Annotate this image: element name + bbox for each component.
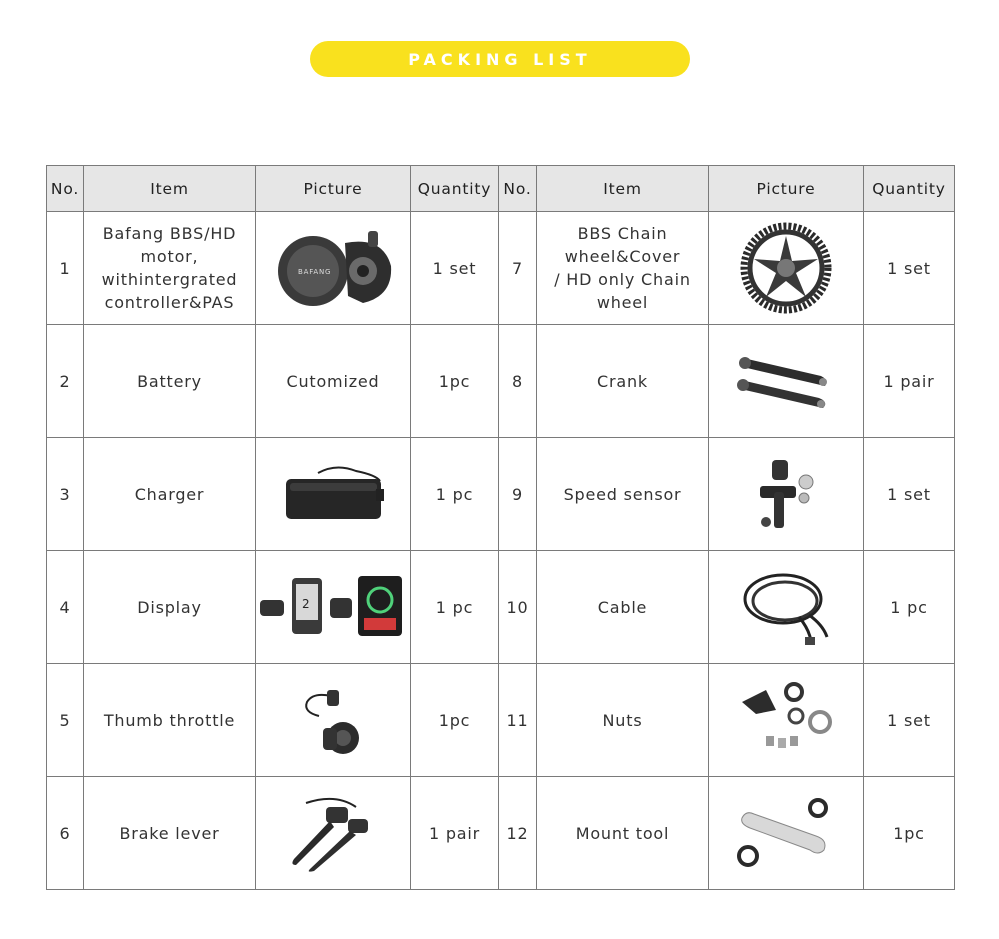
header-no: No. [47, 166, 84, 212]
cell-quantity: 1 set [411, 212, 499, 325]
cell-quantity: 1 pc [411, 438, 499, 551]
header-picture: Picture [709, 166, 864, 212]
item-line: Bafang BBS/HD motor, [102, 224, 237, 266]
cell-item: Thumb throttle [84, 664, 256, 777]
table-row [47, 438, 955, 551]
item-line: / HD only Chain wheel [554, 270, 691, 312]
cell-no: 5 [47, 664, 84, 777]
cell-picture [256, 551, 411, 664]
cell-picture [256, 212, 411, 325]
mount-tool-photo-icon [736, 796, 836, 871]
cell-picture [256, 777, 411, 890]
cell-quantity: 1 pc [864, 551, 955, 664]
cell-no: 3 [47, 438, 84, 551]
cell-item: Charger [84, 438, 256, 551]
cell-no: 2 [47, 325, 84, 438]
cell-item: Nuts [537, 664, 709, 777]
cell-item: Display [84, 551, 256, 664]
header-item: Item [537, 166, 709, 212]
cell-no: 11 [499, 664, 537, 777]
cell-item: Brake lever [84, 777, 256, 890]
cell-picture [709, 551, 864, 664]
header-quantity: Quantity [864, 166, 955, 212]
cell-item: Cable [537, 551, 709, 664]
cell-no: 7 [499, 212, 537, 325]
cell-item: Mount tool [537, 777, 709, 890]
cell-no: 6 [47, 777, 84, 890]
table-row [47, 212, 955, 325]
cell-no: 10 [499, 551, 537, 664]
header-picture: Picture [256, 166, 411, 212]
table-row [47, 777, 955, 890]
cell-picture [709, 325, 864, 438]
packing-list-table [46, 165, 955, 890]
cell-no: 9 [499, 438, 537, 551]
table-row [47, 551, 955, 664]
packing-list-title: PACKING LIST [408, 49, 592, 69]
cell-quantity: 1 set [864, 438, 955, 551]
svg-text:2: 2 [302, 597, 311, 611]
table-row [47, 664, 955, 777]
cell-quantity: 1 pair [411, 777, 499, 890]
cell-quantity: 1 pair [864, 325, 955, 438]
cell-picture [709, 664, 864, 777]
header-item: Item [84, 166, 256, 212]
cell-item: Speed sensor [537, 438, 709, 551]
charger-photo-icon [276, 459, 391, 529]
cell-picture [709, 212, 864, 325]
cell-item: Crank [537, 325, 709, 438]
table-row [47, 325, 955, 438]
item-line: controller&PAS [104, 293, 235, 312]
header-no: No. [499, 166, 537, 212]
cell-item [537, 212, 709, 325]
item-line: BBS Chain wheel&Cover [564, 224, 681, 266]
cell-quantity: 1pc [411, 664, 499, 777]
cell-no: 12 [499, 777, 537, 890]
cell-quantity: 1pc [411, 325, 499, 438]
cell-picture [256, 664, 411, 777]
table-header-row [47, 166, 955, 212]
display-photo-icon [258, 572, 408, 642]
cable-photo-icon [739, 567, 834, 647]
cell-no: 4 [47, 551, 84, 664]
cell-picture [709, 777, 864, 890]
packing-list-banner [310, 41, 690, 77]
chain-wheel-photo-icon [736, 221, 836, 316]
cell-picture: Cutomized [256, 325, 411, 438]
cell-quantity: 1pc [864, 777, 955, 890]
cell-quantity: 1 set [864, 664, 955, 777]
cell-quantity: 1 pc [411, 551, 499, 664]
header-quantity: Quantity [411, 166, 499, 212]
item-line: withintergrated [101, 270, 238, 289]
svg-text:BAFANG: BAFANG [298, 267, 332, 276]
cell-quantity: 1 set [864, 212, 955, 325]
cell-picture [256, 438, 411, 551]
nuts-photo-icon [736, 680, 836, 760]
cell-item: Battery [84, 325, 256, 438]
cell-item [84, 212, 256, 325]
cell-picture [709, 438, 864, 551]
crank-photo-icon [731, 346, 841, 416]
brake-lever-photo-icon [286, 793, 381, 873]
speed-sensor-photo-icon [746, 452, 826, 537]
cell-no: 1 [47, 212, 84, 325]
thumb-throttle-photo-icon [293, 680, 373, 760]
cell-no: 8 [499, 325, 537, 438]
motor-photo-icon [263, 221, 403, 316]
